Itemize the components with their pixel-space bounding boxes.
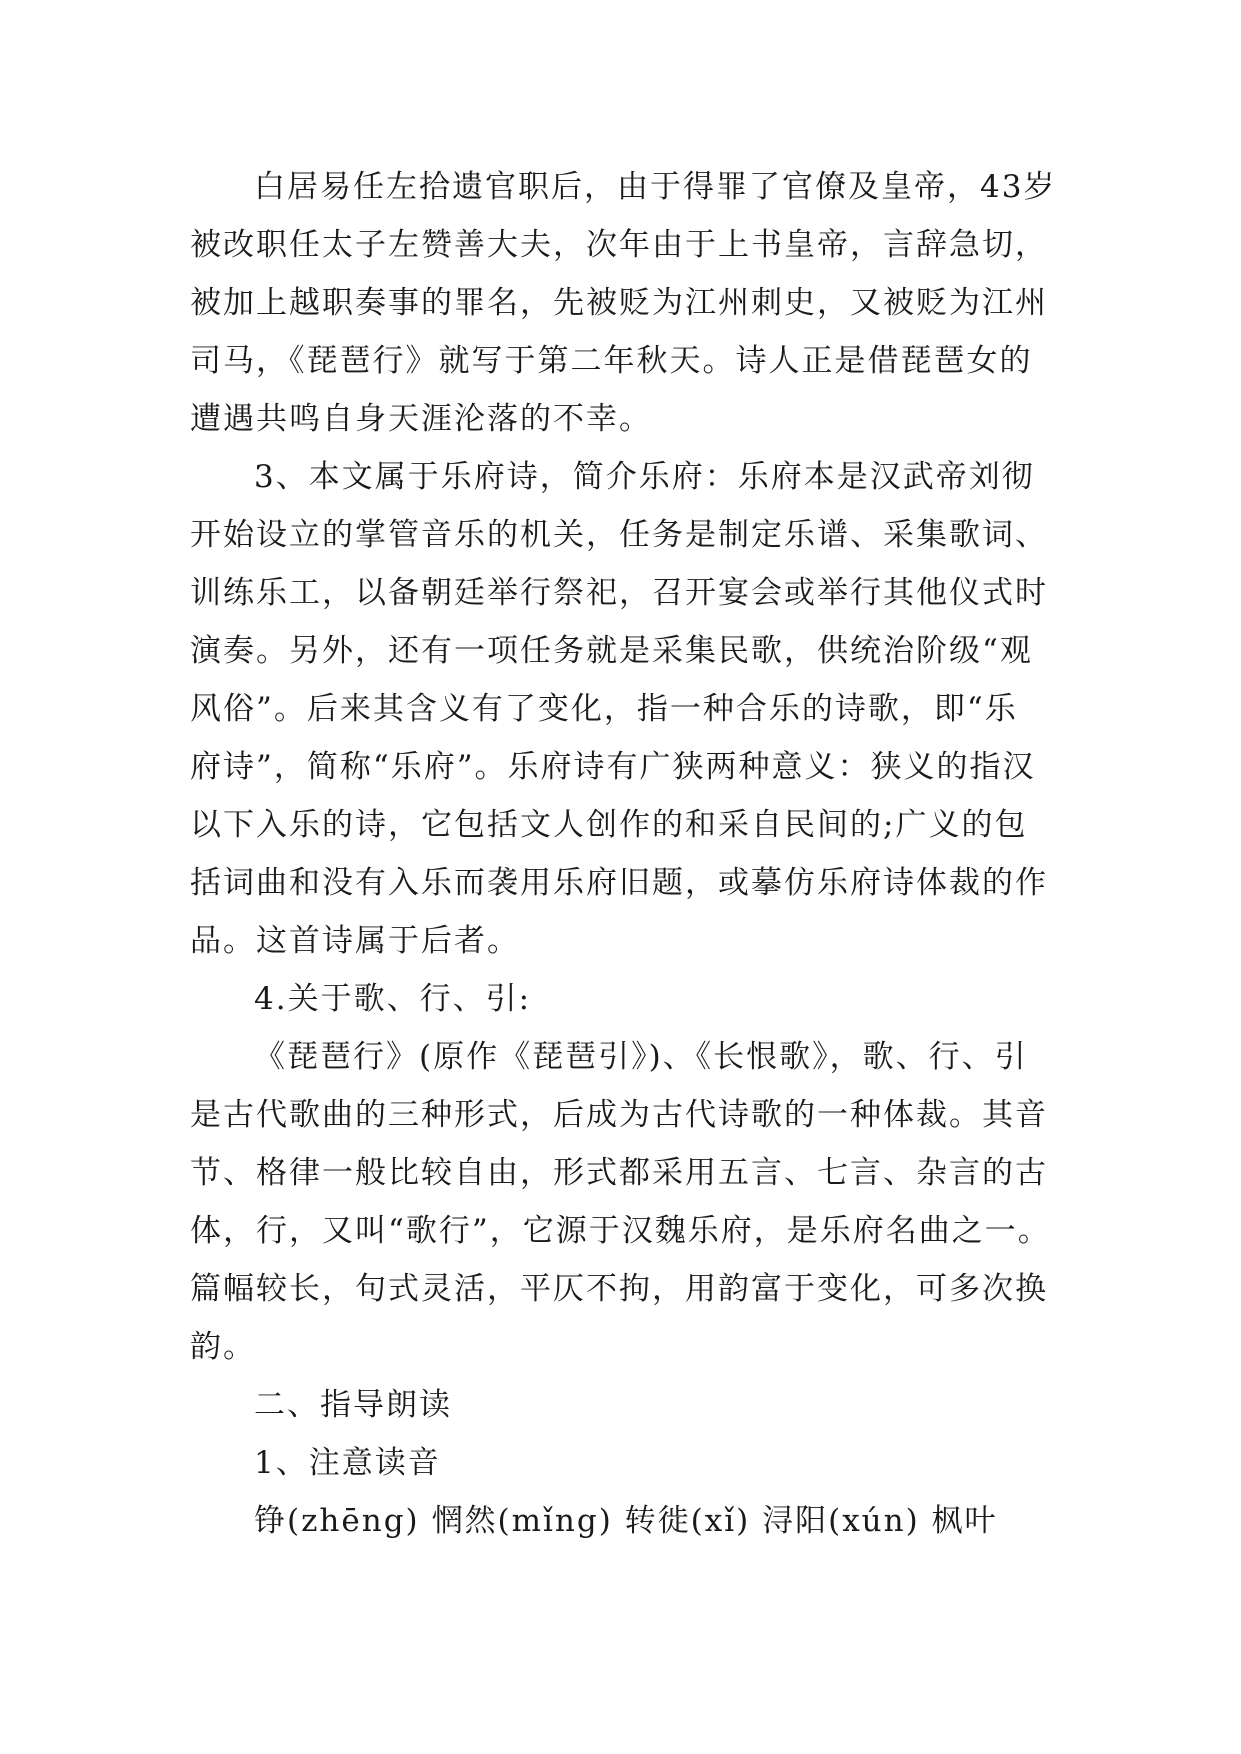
- section-heading: 二、指导朗读: [254, 1387, 452, 1423]
- pronunciation-line: 铮(zhēng) 惘然(mǐng) 转徙(xǐ) 浔阳(xún) 枫叶: [254, 1503, 998, 1539]
- paragraph-line: 演奏。另外，还有一项任务就是采集民歌，供统治阶级“观: [190, 633, 1033, 669]
- paragraph-line: 白居易任左拾遗官职后，由于得罪了官僚及皇帝，43岁: [254, 169, 1057, 205]
- paragraph-line: 以下入乐的诗，它包括文人创作的和采自民间的;广义的包: [190, 807, 1028, 843]
- paragraph-line: 被加上越职奏事的罪名，先被贬为江州刺史，又被贬为江州: [190, 285, 1048, 321]
- section-heading: 4.关于歌、行、引:: [254, 981, 532, 1017]
- paragraph-line: 是古代歌曲的三种形式，后成为古代诗歌的一种体裁。其音: [190, 1097, 1048, 1133]
- paragraph-line: 括词曲和没有入乐而袭用乐府旧题，或摹仿乐府诗体裁的作: [190, 865, 1048, 901]
- paragraph-line: 遭遇共鸣自身天涯沦落的不幸。: [190, 401, 652, 437]
- paragraph-line: 开始设立的掌管音乐的机关，任务是制定乐谱、采集歌词、: [190, 517, 1048, 553]
- subsection-heading: 1、注意读音: [254, 1445, 441, 1481]
- paragraph-line: 篇幅较长，句式灵活，平仄不拘，用韵富于变化，可多次换: [190, 1271, 1048, 1307]
- paragraph-line: 司马，《琵琶行》就写于第二年秋天。诗人正是借琵琶女的: [190, 343, 1033, 379]
- paragraph-line: 《琵琶行》(原作《琵琶引》)、《长恨歌》，歌、行、引: [254, 1039, 1028, 1075]
- document-body: [190, 158, 1070, 1550]
- paragraph-line: 体，行，又叫“歌行”，它源于汉魏乐府，是乐府名曲之一。: [190, 1213, 1051, 1249]
- paragraph-line: 风俗”。后来其含义有了变化，指一种合乐的诗歌，即“乐: [190, 691, 1018, 727]
- paragraph-line: 3、本文属于乐府诗，简介乐府：乐府本是汉武帝刘彻: [254, 459, 1035, 495]
- paragraph-line: 府诗”，简称“乐府”。乐府诗有广狭两种意义：狭义的指汉: [190, 749, 1036, 785]
- paragraph-line: 品。这首诗属于后者。: [190, 923, 520, 959]
- paragraph-line: 节、格律一般比较自由，形式都采用五言、七言、杂言的古: [190, 1155, 1048, 1191]
- paragraph-line: 被改职任太子左赞善大夫，次年由于上书皇帝，言辞急切，: [190, 227, 1048, 263]
- paragraph-line: 训练乐工，以备朝廷举行祭祀，召开宴会或举行其他仪式时: [190, 575, 1048, 611]
- paragraph-line: 韵。: [190, 1329, 256, 1365]
